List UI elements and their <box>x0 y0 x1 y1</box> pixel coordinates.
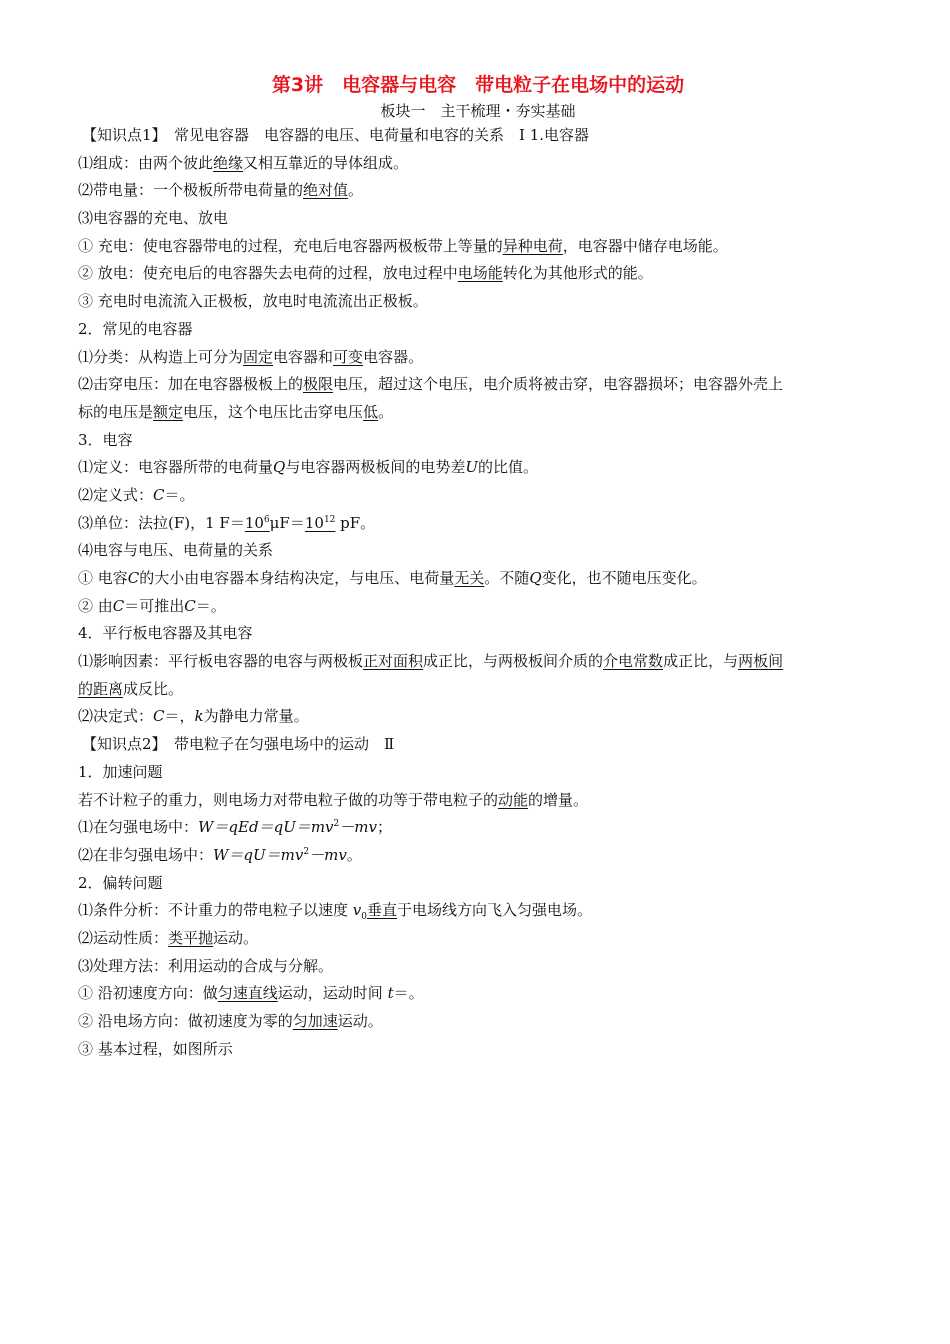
common-capacitors-title: 2．常见的电容器 <box>78 319 193 338</box>
charge-discharge-title: ⑶电容器的充电、放电 <box>78 209 229 228</box>
current-direction: ③ 充电时电流流入正极板，放电时电流流出正极板。 <box>78 292 428 311</box>
parallel-plate-title: 4．平行板电容器及其电容 <box>78 624 253 643</box>
capacitor-charge: ⑵带电量：一个极板所带电荷量的绝对值。 <box>78 181 364 200</box>
knowledge-point-1-heading: 【知识点1】 常见电容器 电容器的电压、电荷量和电容的关系 Ⅰ 1.电容器 <box>82 126 590 144</box>
deflection-nature: ⑵运动性质：类平抛运动。 <box>78 928 259 947</box>
deflection-process: ③ 基本过程，如图所示 <box>78 1039 233 1058</box>
deflection-field-direction: ② 沿电场方向：做初速度为零的匀加速运动。 <box>78 1012 383 1030</box>
deflection-title: 2．偏转问题 <box>78 873 163 892</box>
capacitance-relation-1: ① 电容C的大小由电容器本身结构决定，与电压、电荷量无关。不随Q变化，也不随电压变化。 <box>78 569 707 587</box>
acceleration-nonuniform-field: ⑵在非匀强电场中：$W=qU=mv^2-mv$。 <box>78 845 362 864</box>
acceleration-title: 1．加速问题 <box>78 762 163 781</box>
acceleration-uniform-field: ⑴在匀强电场中：$W=qEd=qU=mv^2-mv$； <box>78 818 392 837</box>
knowledge-point-2-heading: 【知识点2】 带电粒子在匀强电场中的运动 Ⅱ <box>82 735 395 754</box>
capacitance-formula: ⑵定义式：C＝。 <box>78 485 195 504</box>
lecture-title: 第3讲 电容器与电容 带电粒子在电场中的运动 <box>271 74 685 96</box>
deflection-method: ⑶处理方法：利用运动的合成与分解。 <box>78 956 334 975</box>
parallel-plate-factors-line-1: ⑴影响因素：平行板电容器的电容与两极板正对面积成正比，与两极板间介质的介电常数成正比，与两板间 <box>78 652 784 671</box>
capacitance-unit: ⑶单位：法拉(F)，1 $F=10^6\mu F=10^{12}$ pF。 <box>78 513 376 532</box>
charging-description: ① 充电：使电容器带电的过程，充电后电容器两极板带上等量的异种电荷，电容器中储存电场能。 <box>78 236 728 255</box>
capacitance-relation-2: ② 由C＝可推出C＝。 <box>78 596 226 615</box>
discharging-description: ② 放电：使充电后的电容器失去电荷的过程，放电过程中电场能转化为其他形式的能。 <box>78 264 653 283</box>
section-subtitle: 板块一 主干梳理・夯实基础 <box>380 102 576 120</box>
capacitance-relation-title: ⑷电容与电压、电荷量的关系 <box>78 541 274 560</box>
deflection-condition: ⑴条件分析：不计重力的带电粒子以速度 $v_0$垂直于电场线方向飞入匀强电场。 <box>78 901 593 923</box>
document-page <box>78 70 878 1063</box>
capacitance-definition: ⑴定义：电容器所带的电荷量Q与电容器两极板间的电势差U的比值。 <box>78 458 539 477</box>
breakdown-voltage-line-1: ⑵击穿电压：加在电容器极板上的极限电压，超过这个电压，电介质将被击穿，电容器损坏；电容器外壳上 <box>78 375 784 394</box>
capacitance-title: 3．电容 <box>78 430 133 449</box>
breakdown-voltage-line-2: 标的电压是额定电压，这个电压比击穿电压低。 <box>78 402 394 421</box>
acceleration-intro: 若不计粒子的重力，则电场力对带电粒子做的功等于带电粒子的动能的增量。 <box>78 790 589 809</box>
capacitor-types: ⑴分类：从构造上可分为固定电容器和可变电容器。 <box>78 347 424 366</box>
capacitor-composition: ⑴组成：由两个彼此绝缘又相互靠近的导体组成。 <box>78 153 409 172</box>
deflection-initial-direction: ① 沿初速度方向：做匀速直线运动，运动时间 t＝。 <box>78 984 424 1003</box>
parallel-plate-formula: ⑵决定式：C＝，k为静电力常量。 <box>78 707 309 726</box>
parallel-plate-factors-line-2: 的距离成反比。 <box>78 679 184 698</box>
